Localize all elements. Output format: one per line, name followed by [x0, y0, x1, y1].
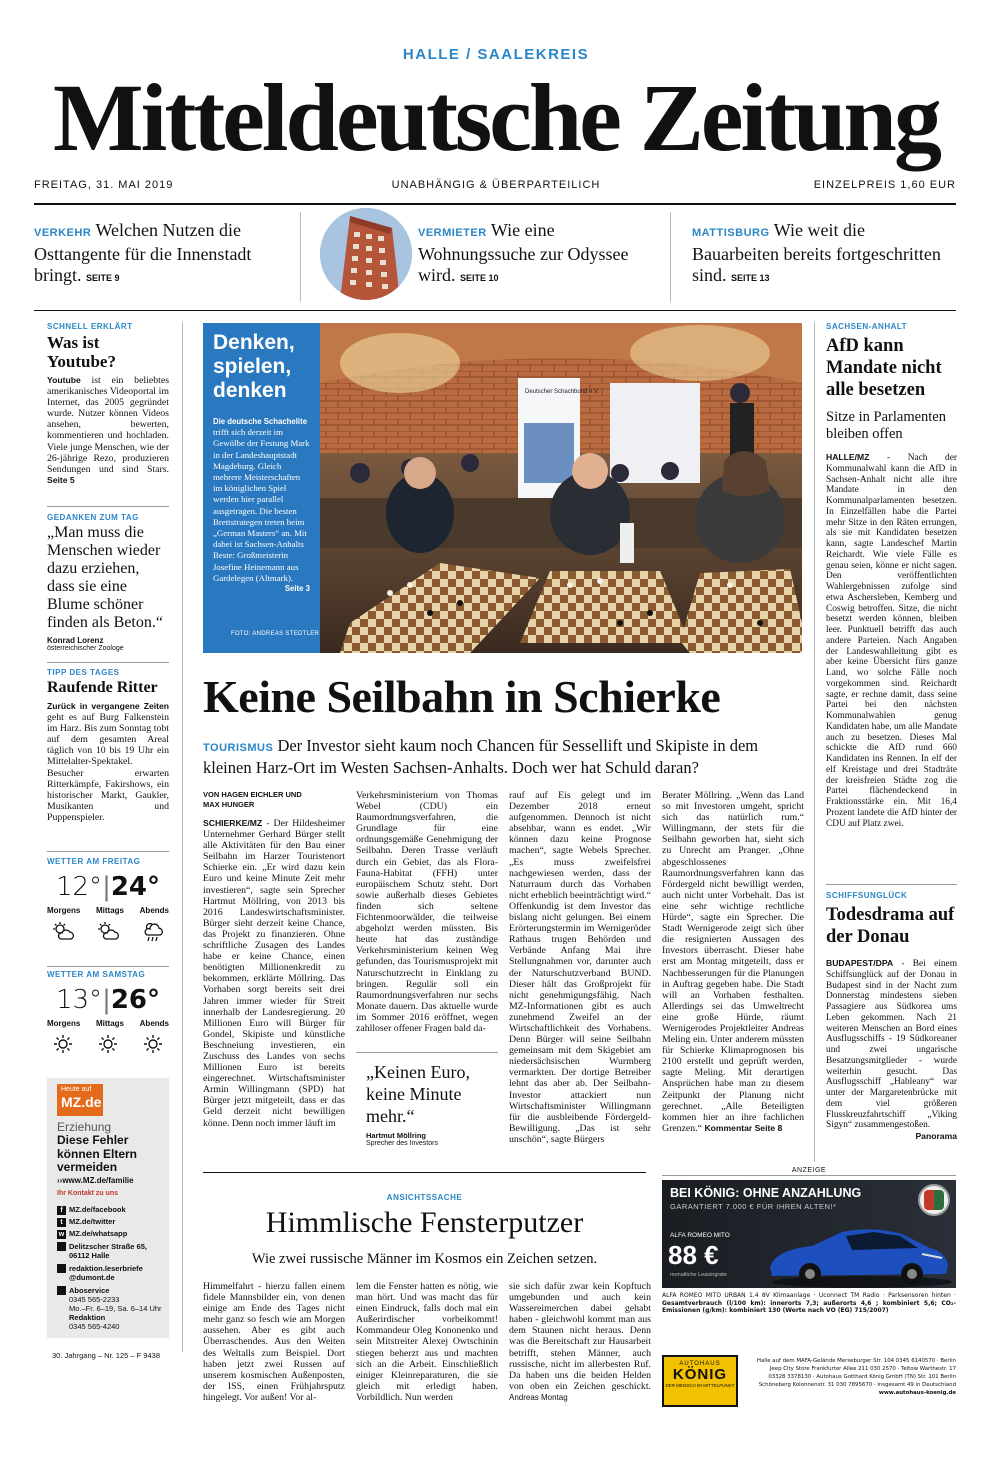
quote-box: [47, 513, 169, 652]
mz-link[interactable]: ››www.MZ.de/familie: [57, 1176, 134, 1185]
comment-ref[interactable]: Kommentar Seite 8: [704, 1122, 783, 1133]
afd-text: - Nach der Kommunalwahl kann die AfD in Sachsen-Anhalt nicht alle ihre Mandate in den Kommunalparlamenten besetzen. In Einzelfällen habe die Partei mehr Sitze in den Räten errungen, als sie mit Kandidaten besetzen kann, sagte Landeschef Martin Reichardt. Wie viele Fälle es genau seien, könne er nicht sagen. Den veröffentlichten Wahlergebnissen zufolge sind etwa Aschersleben, Kemberg und Coswig betroffen. Sitze, die nicht besetzt werden können, bleiben leer. Punktuell betrifft das auch andere Parteien. Nach Angaben der Landeswahlleitung gibt es aber keine Übersicht fürs ganze Land, wo solche Fälle noch vorgekommen sind. Reichardt sagte, er rechne damit, dass seine Partei bei den nächsten Kommunalwahlen genug Kandidaten habe, um alle Mandate auch zu besetzen. Dieses Mal schickte die AfD rund 660 Kandidaten ins Rennen. In elf der elf Kreistage und drei Stadträte der kreisfreien Städte zog die Partei flächendeckend in Fraktionsstärke ein. Mit 16,4 Prozent landete die AfD hinter der CDU auf Platz zwei.: [826, 453, 957, 829]
weather-label: Morgens: [47, 906, 81, 915]
column-divider: [182, 322, 183, 1352]
weather-label: Abends: [139, 1019, 169, 1028]
explain-ref[interactable]: Seite 5: [47, 474, 75, 485]
donau-title[interactable]: Todesdrama auf der Donau: [826, 905, 955, 947]
teaser-photo-building: [320, 208, 412, 300]
afd-dateline: HALLE/MZ: [826, 452, 870, 462]
teaser-rule: [34, 310, 956, 311]
weather-label: Abends: [139, 906, 169, 915]
body-text: Verkehrsministerium von Thomas Webel (CDU) ein Raumordnungsverfahren, die Grundlage für eine ordnungsgemäße Genehmigung der Seilbahn. Deren Trasse verläuft durch ein Gebiet, das als Flora-Fauna-Habitat (FFH) unter europäischem Schutz steht. Dort sowie außerhalb dieses Gebietes finden sich seltene Fichtenmoorwälder, die teilweise abgeholzt werden müssten. Bis heute hat das zuständige Verkehrsministerium keinen Weg gefunden, das Tourismusprojekt mit Naturschutzrecht in Einklang zu bringen. Regulär soll ein Raumordnungsverfahren nur sechs Monate dauern. Das aktuelle wurde im Sommer 2016 eröffnet, wegen zahlloser offener Fragen bald da-: [356, 790, 498, 1034]
ad-model: ALFA ROMEO MITO: [670, 1232, 730, 1239]
whatsapp-icon: w: [58, 1231, 65, 1238]
photo-lead: Die deutsche Schachelite: [213, 417, 308, 426]
divider: [47, 966, 169, 967]
main-col-2: [356, 790, 498, 1034]
sun-icon: [143, 1034, 163, 1054]
price: EINZELPREIS 1,60 EUR: [813, 179, 956, 191]
dealer-info: Halle auf dem MAFA-Gelände Merseburger Str. 104 0345 6140570 · Berlin Jeep City Store Frankfurter Allee 211 030 2570 · Teltow Warthestr. 17 03328 3378130 · Autohaus Gotthard König GmbH (TN) Str. 101 Berlin Schöneberg Kolonnenstr. 31 030 7895670 · insgesamt 49 in Deutschland www.autohaus-koenig.de: [744, 1357, 956, 1397]
koenig-logo[interactable]: [662, 1355, 738, 1407]
bottom-rule: [203, 1172, 646, 1173]
dealer-url[interactable]: www.autohaus-koenig.de: [878, 1390, 956, 1396]
feature-author: Andreas Montag: [509, 1392, 568, 1402]
main-headline[interactable]: Keine Seilbahn in Schierke: [203, 671, 721, 722]
quote-role: österreichischer Zoologe: [47, 645, 124, 652]
contact-address: Delitzscher Straße 65, 06112 Halle: [57, 1242, 167, 1260]
feature-subtitle: Wie zwei russische Männer im Kosmos ein Zeichen setzen.: [251, 1251, 598, 1267]
koenig-logo-sub: DER MENSCH IM MITTELPUNKT: [665, 1383, 735, 1388]
body-text: - Der Hildesheimer Unternehmer Gerhard Bürger stellt alle Aktivitäten für den Bau einer Seilbahn im Harzer Touristenort Schierke ein. „Er wird dazu kein Euro und keine Minute Zeit mehr investieren“, sagte sein Sprecher Hartmut Möllring, von 2013 bis 2016 Landeswirtschaftsminister. Bürger sieht derzeit keine Chance, das Projekt zu finanzieren. Ohne schriftliche Zusagen des Landes habe er keine Chance, einen benötigten Millionenkredit zu bekommen, erklärte Möllring. Das Vorhaben sorgt bereits seit drei Jahren immer wieder für Streit innerhalb der Landesregierung. 20 Millionen Euro will Bürger für Gondel, Skipiste und künstliche Beschneiung investieren, ein Zuschuss des Landes von sechs Millionen Euro ist bereits eingerechnet. Wirtschaftsminister Armin Willingmann (SPD) hat Bürger jetzt mitgeteilt, dass er das Geld derzeit nicht bewilligen könne. Denn noch immer läuft im: [203, 818, 345, 1129]
divider: [47, 506, 169, 507]
main-col-4: [662, 790, 804, 1134]
weather-label: Mittags: [96, 906, 124, 915]
main-subhead-text: Der Investor sieht kaum noch Chancen für Sessellift und Skipiste in dem kleinen Harz-Ort im Westen Sachsen-Anhalts. Doch wer hat Schuld daran?: [203, 736, 759, 777]
ad-consumption: Gesamtverbrauch (l/100 km): innerorts 7,3; außerorts 4,6 ; kombiniert 5,6; CO₂-Emissionen (g/km): kombiniert 130 (Werte nach VO (EG) 715/2007): [662, 1299, 956, 1315]
contact-heading: Ihr Kontakt zu uns: [57, 1190, 119, 1197]
divider: [47, 662, 169, 663]
quote-kicker: GEDANKEN ZUM TAG: [47, 513, 139, 522]
ad-banner[interactable]: [662, 1180, 956, 1288]
main-subhead: [203, 736, 803, 778]
tip-box: [47, 668, 169, 823]
weather-friday: WETTER AM FREITAG 12°|24° Morgens Mittags Abends: [47, 857, 169, 943]
column-divider: [814, 322, 815, 1162]
teaser-kicker: VERMIETER: [418, 227, 487, 239]
mz-title: Diese Fehler können Eltern vermeiden: [57, 1133, 138, 1174]
divider: [826, 884, 957, 885]
feature-kicker: ANSICHTSSACHE: [386, 1193, 463, 1202]
contact-abo: Aboservice 0345 565-2233 Mo.–Fr. 6–19, Sa. 6–14 Uhr Redaktion 0345 565-4240: [57, 1286, 167, 1331]
ad-label: ANZEIGE: [662, 1166, 956, 1176]
body-text: rauf auf Eis gelegt und im Dezember 2018 erneut aufgenommen. Dennoch ist nicht absehbar, wann es endet. „Wir können dazu keine Prognose machen“, sagte Webels Sprecher. „Es muss zweifelsfrei nachgewiesen werden, dass der Naturraum durch das Vorhaben nicht erheblich beeinträchtigt wird.“ Offenkundig ist dem Investor das bislang nicht gelungen. Bei einem Erörterungstermin im Wernigeröder Rathaus trugen Behörden und Verbände Anfang Mai ihre Stellungnahmen vor, darunter auch der Naturschutzverband BUND. Dieser hält das Großprojekt für nicht genehmigungsfähig. Nach MZ-Informationen gibt es auch zunehmend Zweifel an der Wirtschaftlichkeit des Vorhabens. Denn Bürger will seine Seilbahn gemeinsam mit dem Skigebiet am niedersächsischen Wurmberg vermarkten. Der dortige Betreiber lehnt das aber ab. Der Seilbahn-Investor attackiert nun Wirtschaftsminister Willingmann für die ausbleibende Fördergeld-Bewilligung. „Das ist sehr unschön“, sagte Bürgers: [509, 790, 651, 1145]
teaser-headline: Wie weit die Bauarbeiten bereits fortgeschritten sind.: [692, 220, 941, 285]
rain-cloud-icon: [141, 921, 165, 943]
donau-ref[interactable]: Panorama: [915, 1131, 957, 1141]
tip-lead: Zurück in vergangene Zeiten: [47, 701, 169, 711]
facebook-icon: f: [57, 1206, 66, 1215]
mz-topic: Erziehung: [57, 1120, 112, 1134]
ad-price-note: monatliche Leasingrate: [670, 1272, 727, 1278]
issue-number: 30. Jahrgang – Nr. 125 – F 9438: [52, 1351, 160, 1360]
koenig-logo-top: AUTOHAUS: [679, 1361, 721, 1367]
explain-box: [47, 322, 169, 486]
twitter-icon: t: [57, 1218, 66, 1227]
weather-label: Morgens: [47, 1019, 81, 1028]
weather-kicker: WETTER AM FREITAG: [47, 857, 141, 866]
pull-quote-author: Hartmut Möllring: [366, 1131, 426, 1140]
feature-col-2: lem die Fenster hatten es nötig, wie man hört. Und was macht das für einen Eindruck, falls doch mal ein Außerirdischer vorbeikommt! Kommandeur Oleg Kononenko und sein Mitstreiter Alexej Owtschinin stiegen beherzt aus und machten sich an die Arbeit. Einschließlich einiger Kleinreparaturen, die sie gleich mit erledigt haben. Vorbildlich. Nun werden: [356, 1281, 498, 1403]
weather-label: Mittags: [96, 1019, 124, 1028]
afd-subtitle: Sitze in Parlamenten bleiben offen: [826, 409, 946, 442]
main-col-3: [509, 790, 651, 1145]
teaser-divider: [300, 212, 301, 302]
photo-title: Denken, spielen, denken: [213, 331, 295, 402]
teaser-page: SEITE 13: [731, 273, 770, 283]
feature-col-3: sie sich dafür zwar kein Kopftuch umgebunden und auch kein Wassereimerchen dabei gehabt haben - gleichwohl kommt man aus dem Staunen nicht heraus. Denn was die Bereitschaft zur Hausarbeit betrifft, stehen Männer, auch russische, nicht im allerbesten Ruf. Da haben uns die beiden Helden von oben ein Zeichen geschickt. Andreas Montag: [509, 1281, 651, 1402]
temp-high: 26°: [110, 985, 161, 1015]
car-image: [762, 1220, 952, 1288]
mail-icon: [57, 1264, 66, 1273]
mz-logo-small: Heute auf: [61, 1086, 92, 1093]
contact-facebook[interactable]: f MZ.de/facebook: [57, 1204, 167, 1216]
quote-text: „Man muss die Menschen wieder dazu erziehen, dass sie eine Blume schöner finden als Beton.“: [47, 524, 163, 631]
alfa-romeo-logo-icon: [918, 1184, 950, 1216]
sun-icon: [98, 1034, 118, 1054]
weather-saturday: WETTER AM SAMSTAG 13°|26° Morgens Mittags Abends: [47, 970, 169, 1054]
donau-kicker: SCHIFFSUNGLÜCK: [826, 891, 908, 900]
photo-text: trifft sich derzeit im Gewölbe der Festung Mark in der Landeshauptstadt Magdeburg. Gleich mehrere Meisterschaften im königlichen Spiel werden hier parallel ausgetragen. Die besten Brettstrategen treten beim „German Masters“ an. Mit dabei ist Sachsen-Anhalts Beste: Großmeisterin Josefine Heinemann aus Gardelegen (Altmark).: [213, 427, 310, 583]
explain-title: Was ist Youtube?: [47, 333, 116, 371]
feature-col-1: Himmelfahrt - hierzu fallen einem fidele Mannsbilder ein, von denen einige am Ende des Tages nicht mehr ganz so fesch wie am Morgen aussehen. Aber es gibt auch Überraschendes. Aus den Weiten des Weltalls zum Beispiel. Dort haben jetzt zwei Russen auf unserem kosmischen Außenposten, der ISS, einen Frühjahrsputz hingelegt. Vor außen! Vor al-: [203, 1281, 345, 1403]
pull-quote-role: Sprecher des Investors: [366, 1140, 438, 1147]
teaser-headline: Wie eine Wohnungssuche zur Odyssee wird.: [418, 220, 629, 285]
afd-kicker: SACHSEN-ANHALT: [826, 322, 908, 331]
photo-ref[interactable]: Seite 3: [284, 584, 310, 594]
teaser-page: SEITE 10: [460, 273, 499, 283]
teaser-kicker: VERKEHR: [34, 227, 92, 239]
region-label: HALLE / SAALEKREIS: [402, 46, 590, 63]
ad-fineprint: ALFA ROMEO MITO URBAN 1.4 8V Klimaanlage · Uconnect TM Radio · Parksensoren hinten · Gesamtverbrauch (l/100 km): innerorts 7,3; außerorts 4,6 ; kombiniert 5,6; CO₂-Emissionen (g/km): kombiniert 130 (Werte nach VO (EG) 715/2007): [662, 1292, 956, 1315]
issue-date: FREITAG, 31. MAI 2019: [34, 179, 174, 191]
quote-author: Konrad Lorenz: [47, 636, 104, 645]
temp-low: 13°: [55, 985, 103, 1015]
afd-title[interactable]: AfD kann Mandate nicht alle besetzen: [826, 336, 942, 400]
main-kicker: TOURISMUS: [203, 742, 274, 754]
photo-chess: [320, 323, 802, 653]
sun-cloud-icon: [51, 921, 75, 943]
tip-kicker: TIPP DES TAGES: [47, 668, 120, 677]
koenig-logo-main: KÖNIG: [672, 1366, 728, 1383]
donau-dateline: BUDAPEST/DPA: [826, 958, 894, 968]
ad-headline: BEI KÖNIG: OHNE ANZAHLUNG: [670, 1186, 862, 1200]
divider: [47, 851, 169, 852]
tip-text: geht es auf Burg Falkenstein im Harz. Bis zum Sonntag tobt auf dem gesamten Areal täglich von 10 bis 19 Uhr ein Mittelalter-Spektakel. Besucher erwarten Ritterkämpfe, Fakirshows, ein historischer Markt, Gaukler, Musikanten und Puppenspieler.: [47, 712, 169, 823]
explain-lead: Youtube: [47, 375, 81, 385]
tip-title: Raufende Ritter: [47, 679, 158, 696]
donau-text: - Bei einem Schiffsunglück auf der Donau in Budapest sind in der Nacht zum Donnerstag mindestens sieben Passagiere aus Südkorea ums Leben gekommen. Nach 21 weiteren Menschen an Bord eines Ausflugsschiffs - 19 Südkoreaner und zwei ungarische Besatzungsmitglieder - wurde weiterhin gesucht. Das Ausflugsschiff „Hableany“ war unter der Margaretenbrücke mit dem viel größeren Flusskreuzfahrtschiff „Viking Sigyn“ zusammengestoßen.: [826, 959, 957, 1131]
teaser-kicker: MATTISBURG: [692, 227, 770, 239]
teaser-mattisburg[interactable]: [692, 220, 956, 289]
pull-quote-text: „Keinen Euro, keine Minute mehr.“: [366, 1062, 470, 1126]
afd-story: [826, 322, 957, 829]
teaser-verkehr[interactable]: [34, 220, 284, 289]
sun-cloud-icon: [96, 921, 120, 943]
teaser-divider: [670, 212, 671, 302]
mz-logo[interactable]: [57, 1084, 103, 1116]
contact-whatsapp[interactable]: w MZ.de/whatsapp: [58, 1229, 128, 1238]
motto: UNABHÄNGIG & ÜBERPARTEILICH: [391, 179, 601, 191]
phone-icon: [57, 1286, 66, 1295]
newspaper-title: Mitteldeutsche Zeitung: [53, 64, 939, 171]
masthead-rule: [34, 203, 956, 205]
photo-banner-text: Deutscher Schachbund e.V.: [525, 389, 600, 395]
sun-icon: [53, 1034, 73, 1054]
photo-caption-box: [203, 323, 320, 653]
photo-credit: FOTO: ANDREAS STEDTLER: [231, 631, 320, 637]
location-icon: [57, 1242, 66, 1251]
pull-quote: [356, 1052, 498, 1147]
explain-text: ist ein beliebtes amerikanisches Videoportal im Internet, das 2005 gegründet wurde. Nutzer können Videos ansehen, bewerten, kommentieren und hochladen. Viele junge Menschen, wie der 26-jährige Rezo, produzieren Sendungen und sind Stars.: [47, 375, 170, 475]
temp-low: 12°: [55, 872, 103, 902]
mz-logo-brand: MZ.de: [61, 1094, 102, 1110]
weather-kicker: WETTER AM SAMSTAG: [47, 970, 146, 979]
donau-story: [826, 891, 957, 1142]
teaser-headline: Welchen Nutzen die Osttangente für die Innenstadt bringt.: [34, 220, 252, 285]
byline: VON HAGEN EICHLER UND MAX HUNGER: [203, 790, 302, 809]
mz-box: [47, 1078, 169, 1338]
teaser-vermieter[interactable]: [418, 220, 658, 289]
contact-twitter[interactable]: t MZ.de/twitter: [57, 1216, 167, 1228]
dateline: SCHIERKE/MZ: [203, 818, 263, 828]
main-col-1: [203, 790, 345, 1129]
contact-email[interactable]: redaktion.leserbriefe @dumont.de: [57, 1264, 167, 1282]
feature-title[interactable]: Himmlische Fensterputzer: [265, 1206, 584, 1239]
ad-subline: GARANTIERT 7.000 € FÜR IHREN ALTEN!*: [670, 1202, 837, 1211]
teaser-page: SEITE 9: [86, 273, 120, 283]
ad-price: 88 €: [668, 1240, 719, 1270]
explain-kicker: SCHNELL ERKLÄRT: [47, 322, 133, 331]
body-text: Berater Möllring. „Wenn das Land so mit Investoren umgeht, spricht sich das natürlich rum.“ Willingmann, der stets für die Seilbahn geworben hat, sieht sich zu Unrecht am Pranger. „Ohne abgeschlossenes Raumordnungsverfahren kann das Fördergeld nicht bewilligt werden, auch nicht unter Vorbehalt. Das ist eine sehr wichtige rechtliche Hürde“, sagte ein Sprecher. Die Stadt Wernigerode zeigt sich über die resignierten Aussagen des Investors überrascht. Dieser habe erst am Montag mitgeteilt, dass er Nachbesserungen für die Planungen in Auftrag gegeben habe. Die Stadt will an Vorhaben festhalten. Allerdings sei das Umweltrecht eine große Hürde, räumt Wernigerodes Projektleiter Andreas Meling ein. Unter anderem müssten für Schierke Klimaprognosen bis 2100 erstellt und geprüft werden, sagte Meling. Mit derartigen Ansprüchen habe man zu diesem Zeitpunkt der Planung nicht gerechnet. „Alle Beteiligten kommen hier an ihre fachlichen Grenzen.“: [662, 790, 804, 1134]
temp-high: 24°: [110, 872, 161, 902]
